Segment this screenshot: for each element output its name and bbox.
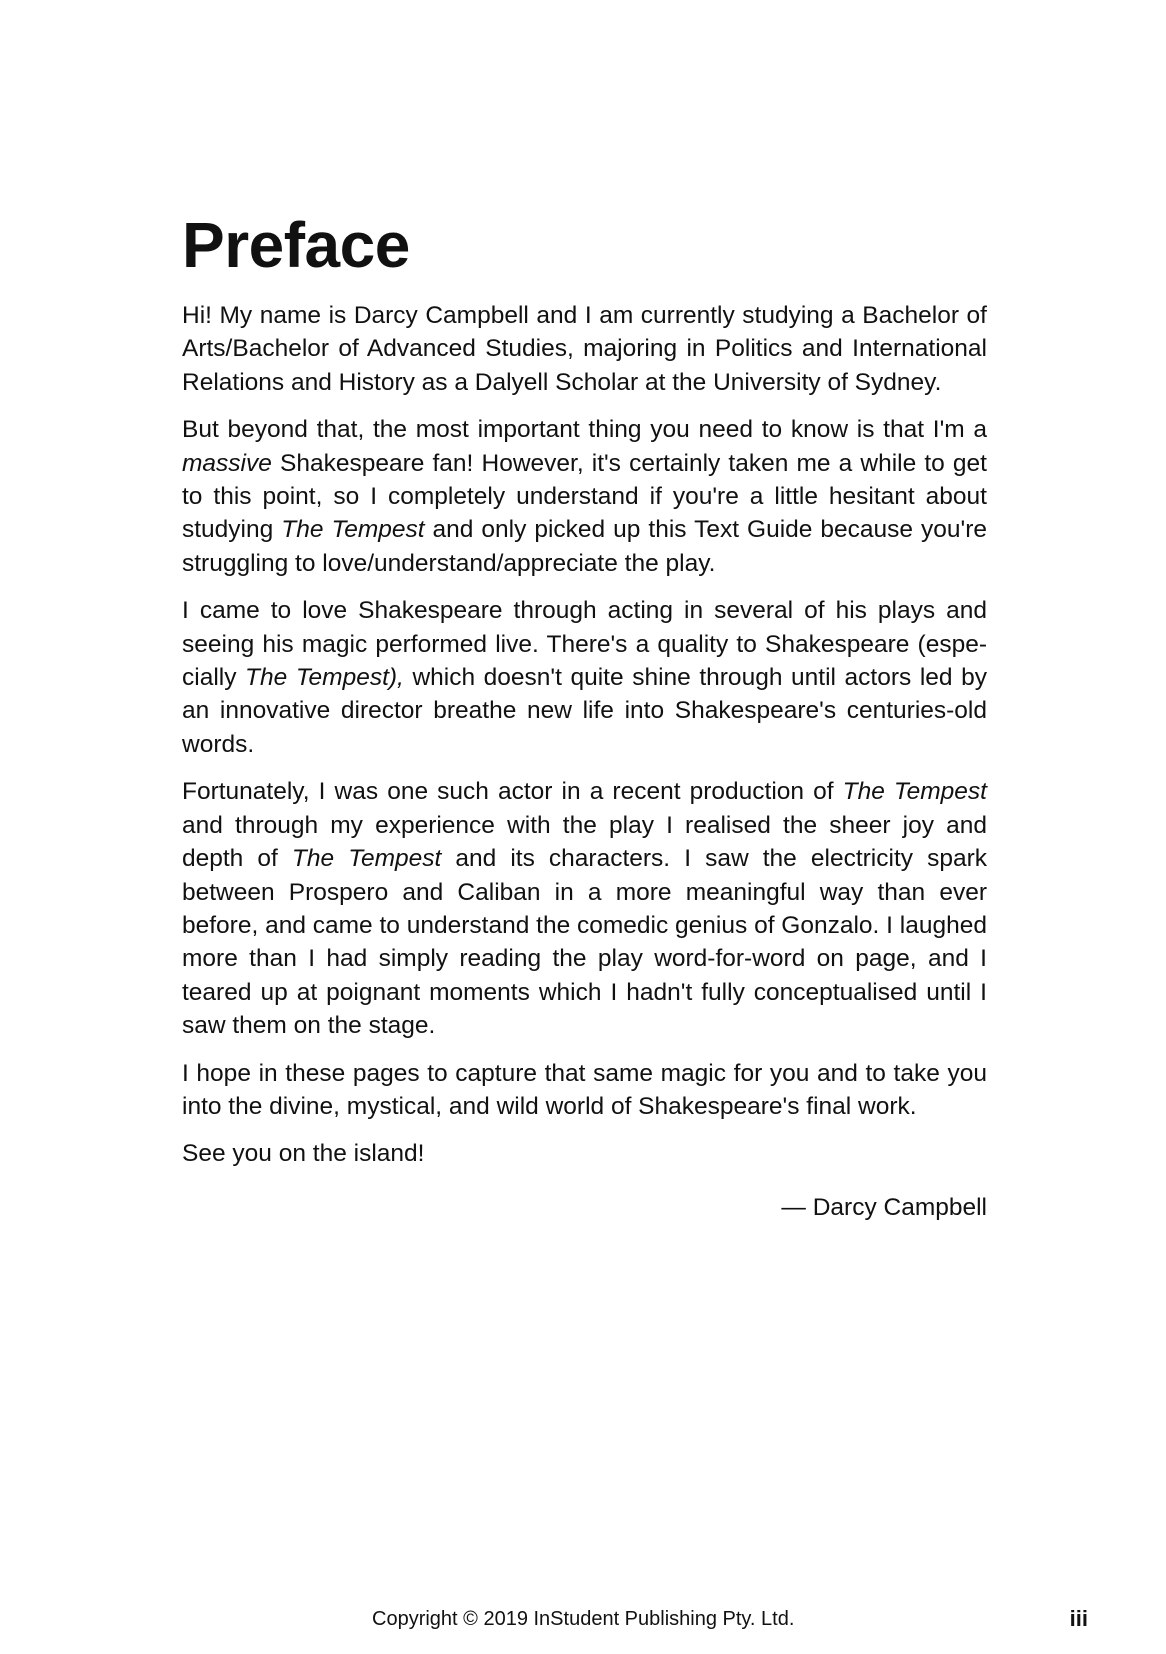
play-title-italic: The Tempest [842, 778, 987, 806]
text-segment: which doesn't quite shine through until actors led by an innovative director breathe new life into Shakespeare's centuries-old words. [182, 664, 987, 758]
text-segment: I came to love Shakespeare through acting in several of his plays and seeing his magic performed live. There's a quality to Shakespeare (especially [182, 597, 987, 692]
text-segment: and only picked up this Text Guide because you're struggling to love/understand/appreciate the play. [182, 516, 988, 577]
play-title-italic: The Tempest [291, 845, 442, 873]
text-segment: Fortunately, I was one such actor in a recent production of [182, 778, 843, 806]
page-footer [0, 1604, 1166, 1634]
play-title-italic: The Tempest [281, 516, 425, 544]
paragraph-shakespeare-fan [182, 413, 987, 580]
text-segment: Shakespeare fan! However, it's certainly taken me a while to get to this point, so I completely understand if you're a little hesitant about studying [182, 449, 987, 544]
page-title: Preface [182, 209, 410, 281]
paragraph-acting [182, 594, 987, 761]
copyright-notice: Copyright © 2019 InStudent Publishing Pty. Ltd. [372, 1608, 795, 1630]
paragraph-closing: See you on the island! [182, 1140, 425, 1168]
play-title-italic: The Tempest), [245, 664, 404, 692]
text-segment: But beyond that, the most important thing you need to know is that I'm a [182, 416, 987, 444]
paragraph-production [182, 775, 987, 1042]
emphasis-text: massive [182, 449, 272, 477]
paragraph-intro: Hi! My name is Darcy Campbell and I am currently studying a Bachelor of Arts/Bachelor of Advanced Studies, majoring in Politics and International Relations and History as a Dalyell Scholar at the University of Sydney. [182, 302, 987, 396]
text-segment: and its characters. I saw the electricity spark between Prospero and Caliban in a more meaningful way than ever before, and came to understand the comedic genius of Gonzalo. I laughed more than I had simply reading the play word-for-word on page, and I teared up at poignant moments which I hadn't fully conceptualised until I saw them on the stage. [182, 845, 987, 1040]
text-segment: and through my experience with the play I realised the sheer joy and depth of [182, 811, 987, 873]
paragraph-hope: I hope in these pages to capture that same magic for you and to take you into the divine, mystical, and wild world of Shakespeare's final work. [182, 1059, 987, 1120]
page-number: iii [1069, 1606, 1088, 1631]
preface-content [182, 205, 987, 1238]
author-signature: — Darcy Campbell [781, 1193, 987, 1221]
